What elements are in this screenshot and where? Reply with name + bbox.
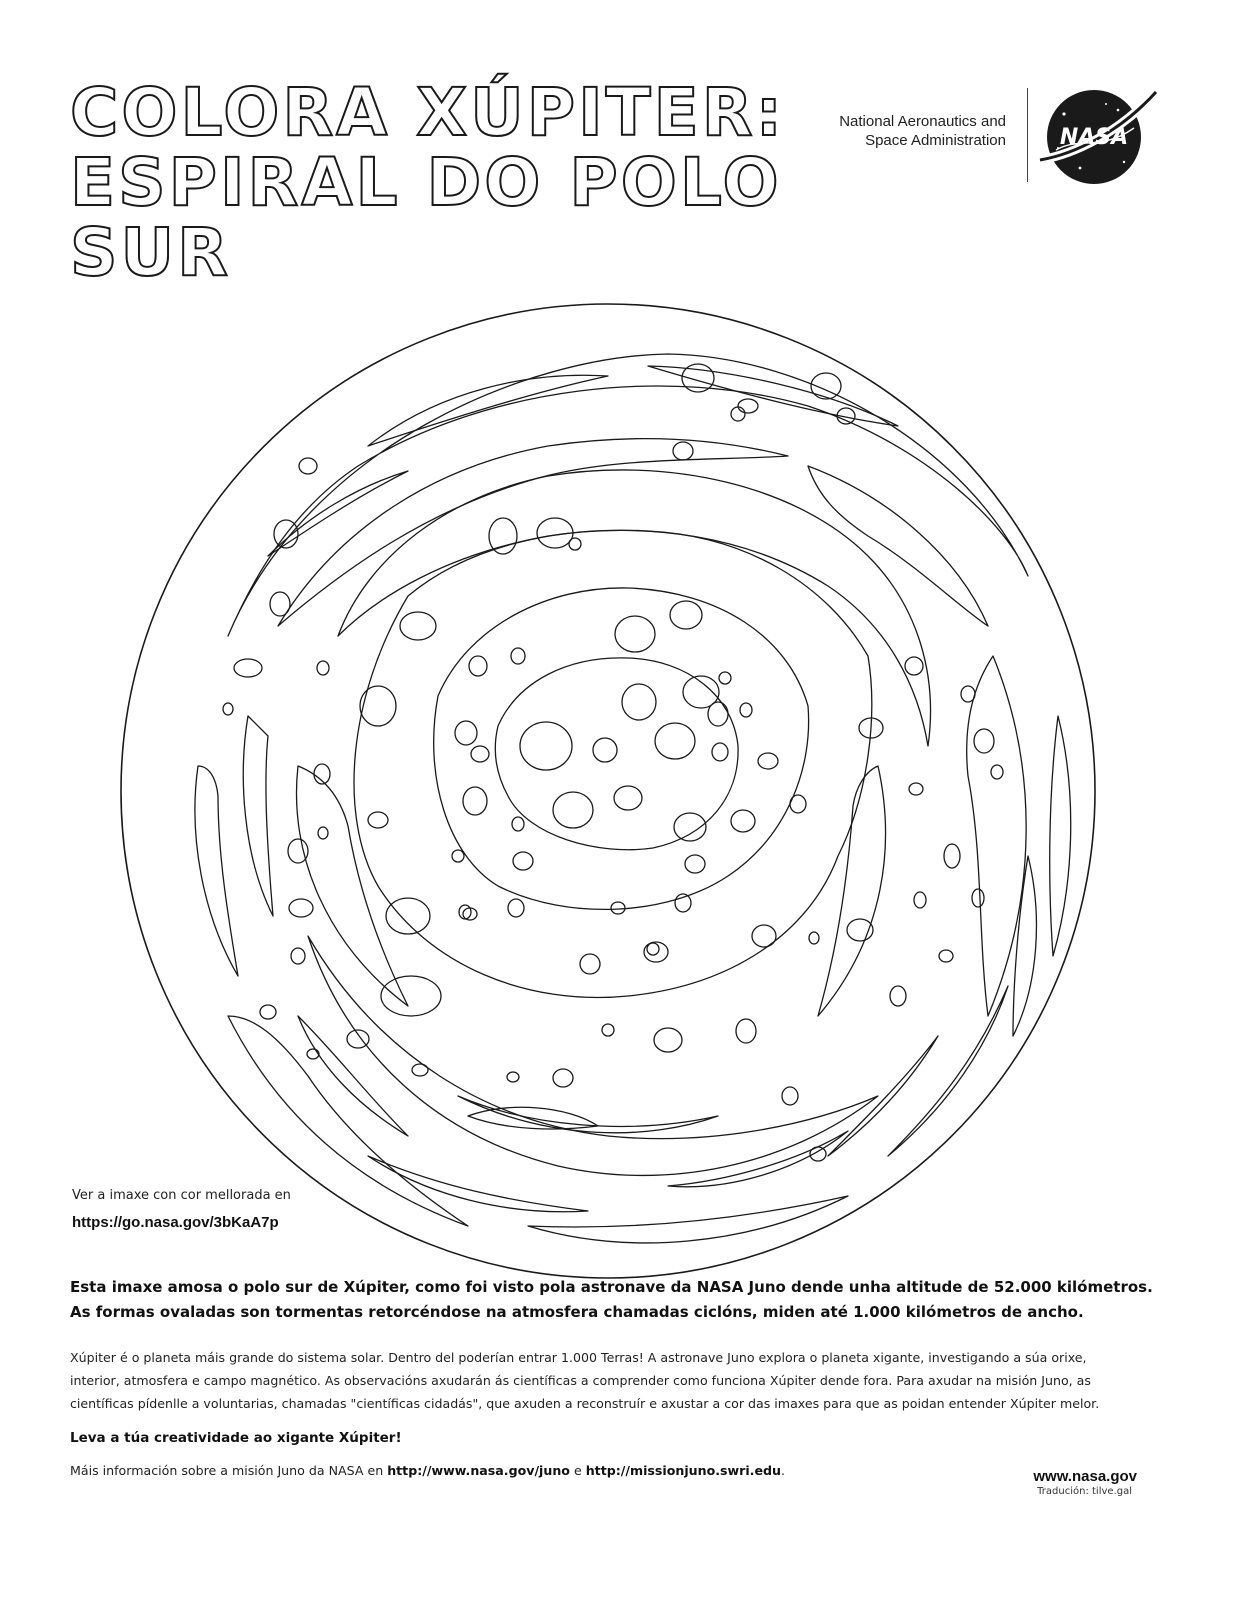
body-paragraph [70,1346,1170,1415]
more-info-mid: e [569,1463,586,1478]
image-caption [72,1187,291,1232]
header-divider [1027,88,1028,182]
lead-line-1: Esta imaxe amosa o polo sur de Xúpiter, como foi visto pola astronave da NASA Juno dende unha altitude de 52.000 kilómetros. [70,1278,1153,1296]
body-line-3: científicas pídenlle a voluntarias, chamadas "científicas cidadás", que axuden a reconstruír e axustar a cor das imaxes para que as poidan entender Xúpiter melor. [70,1396,1100,1411]
caption-text: Ver a imaxe con cor mellorada en [72,1188,291,1203]
more-info [70,1463,785,1478]
more-info-suffix: . [781,1463,786,1478]
nasa-logo-icon [1030,82,1160,192]
lead-paragraph [70,1275,1170,1325]
title-line-1: COLORA XÚPITER: [70,74,785,151]
page-title [70,74,785,291]
body-line-1: Xúpiter é o planeta máis grande do sistema solar. Dentro del poderían entrar 1.000 Terras! A astronave Juno explora o planeta xigante, investigando a súa orixe, [70,1350,1087,1365]
translation-credit: Tradución: tilve.gal [1037,1486,1132,1497]
body-line-2: interior, atmosfera e campo magnético. As observacións axudarán ás científicas a comprender como funciona Xúpiter dende fora. Para axudar na misión Juno, as [70,1373,1091,1388]
jupiter-south-pole-drawing [108,296,1108,1286]
lead-line-2: As formas ovaladas son tormentas retorcéndose na atmosfera chamadas ciclóns, miden até 1.000 kilómetros de ancho. [70,1303,1084,1321]
enhanced-image-link[interactable]: https://go.nasa.gov/3bKaA7p [72,1214,279,1231]
more-info-prefix: Máis información sobre a misión Juno da NASA en [70,1463,388,1478]
missionjuno-link[interactable]: http://missionjuno.swri.edu [585,1463,781,1478]
title-line-3: SUR [70,214,231,291]
agency-name-line-2: Space Administration [865,132,1006,149]
title-line-2: ESPIRAL DO POLO [70,144,782,221]
agency-name [770,112,1006,150]
nasa-logo-wordmark: NASA [1059,125,1129,150]
juno-link[interactable]: http://www.nasa.gov/juno [387,1463,570,1478]
call-to-action: Leva a túa creatividade ao xigante Xúpiter! [70,1430,402,1446]
nasa-site-link[interactable]: www.nasa.gov [1033,1468,1137,1485]
agency-name-line-1: National Aeronautics and [839,113,1006,130]
